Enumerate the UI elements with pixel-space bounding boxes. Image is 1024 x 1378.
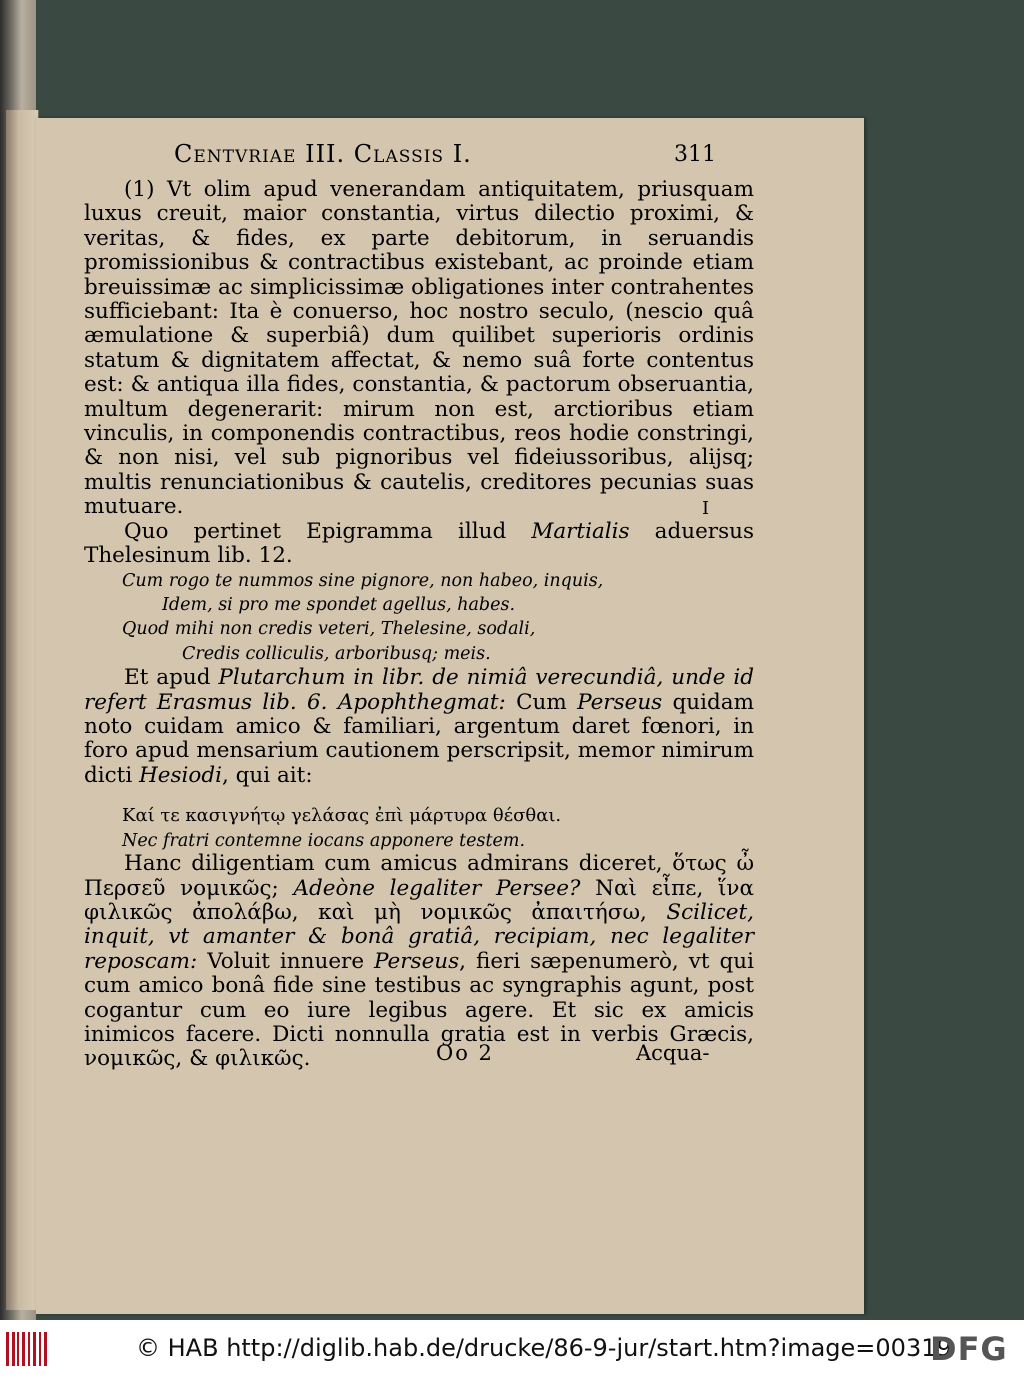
verse-line-4: Credis colliculis, arboribusq; meis.: [182, 643, 491, 664]
p4-text-b: Ναὶ εἶπε, ἵνα φιλικῶς ἀπολάβω, καὶ μὴ νομικῶς ἀπαιτήσω,: [84, 875, 754, 925]
page-number: 311: [674, 142, 716, 167]
hab-barcode-icon: [6, 1332, 48, 1366]
p4-text-a: Hanc diligentiam cum amicus admirans diceret, ὅτως ὦ Περσεῦ νομικῶς;: [84, 851, 754, 901]
verse-line-1: Cum rogo te nummos sine pignore, non habeo, inquis,: [122, 570, 604, 591]
p4-name: Perseus: [374, 948, 460, 974]
running-head: Centvriae III. Classis I.: [174, 140, 472, 168]
p3-reference: Plutarchum in libr. de nimiâ verecundiâ, unde id refert Erasmus lib. 6. Apophthegmat:: [84, 665, 754, 715]
p3-text-b: Cum: [505, 689, 578, 715]
verse-line-2: Idem, si pro me spondet agellus, habes.: [162, 594, 516, 615]
p2-text-b: aduersus Thelesinum lib. 12.: [84, 518, 754, 569]
p2-author: Martialis: [531, 518, 630, 544]
paragraph-2: [84, 520, 754, 569]
p3-text-a: Et apud: [124, 665, 219, 691]
paragraph-4: [84, 852, 754, 1072]
p4-italic-2: Scilicet, inquit, vt amanter & bonâ gratiâ, recipiam, nec legaliter reposcam:: [84, 899, 754, 974]
catchword: Acqua-: [636, 1041, 710, 1065]
p2-text-a: Quo pertinet Epigramma illud: [124, 518, 532, 544]
greek-translation: Nec fratri contemne iocans apponere testem.: [122, 831, 526, 852]
p4-text-d: , fieri sæpenumerò, vt qui cum amico bonâ fide sine testibus ac syngraphis agunt, post cogantur cum eo iure legibus agere. Et sic ex amicis inimicos facere. Dicti nonnulla gratia est in verbis Græcis, νομικῶς, & φιλικῶς.: [84, 948, 754, 1072]
p4-text-c: Voluit innuere: [197, 948, 375, 974]
source-link[interactable]: © HAB http://diglib.hab.de/drucke/86-9-jur/start.htm?image=00319: [136, 1334, 952, 1362]
book-page: [36, 118, 864, 1314]
paragraph-1: (1) Vt olim apud venerandam antiquitatem, priusquam luxus creuit, maior constantia, virtus dilectio proximi, & veritas, & fides, ex parte debitorum, in seruandis promissionibus & contractibus existebant, ac proinde etiam breuissimæ ac simplicissimæ obligationes inter contrahentes sufficiebant: Ita è conuerso, hoc nostro seculo, (nescio quâ æmulatione & superbiâ) dum quilibet superioris ordinis statum & dignitatem affectat, & nemo suâ forte contentus est: & antiqua illa fides, constantia, & pactorum obseruantia, multum degenerarit: mirum non est, arctioribus etiam vinculis, in componendis contractibus, reos hodie constringi, & non nisi, vel sub pignoribus vel fideiussoribus, alijsq; multis renunciationibus & cautelis, creditores pecunias suas mutuare.: [84, 177, 754, 520]
facing-page-edge: [6, 110, 39, 1310]
p3-hesiod: Hesiodi: [139, 762, 222, 788]
p4-italic-1: Adeòne legaliter Persee?: [293, 875, 581, 901]
page-body: [84, 178, 754, 1072]
p3-name: Perseus: [577, 689, 663, 715]
paragraph-3: [84, 666, 754, 788]
p3-text-d: , qui ait:: [222, 762, 313, 788]
viewer-footer: [0, 1320, 1024, 1378]
greek-quote: Καί τε κασιγνήτῳ γελάσας ἐπὶ μάρτυρα θέσθαι.: [122, 805, 562, 827]
verse-line-3: Quod mihi non credis veteri, Thelesine, sodali,: [122, 619, 536, 640]
signature-mark: Oo 2: [436, 1041, 494, 1065]
p3-text-c: quidam noto cuidam amico & familiari, argentum daret fœnori, in foro apud mensarium cautionem perscripsit, memor nimirum dicti: [84, 689, 754, 788]
marginal-note: I: [702, 498, 710, 519]
dfg-logo: DFG: [930, 1330, 1008, 1368]
